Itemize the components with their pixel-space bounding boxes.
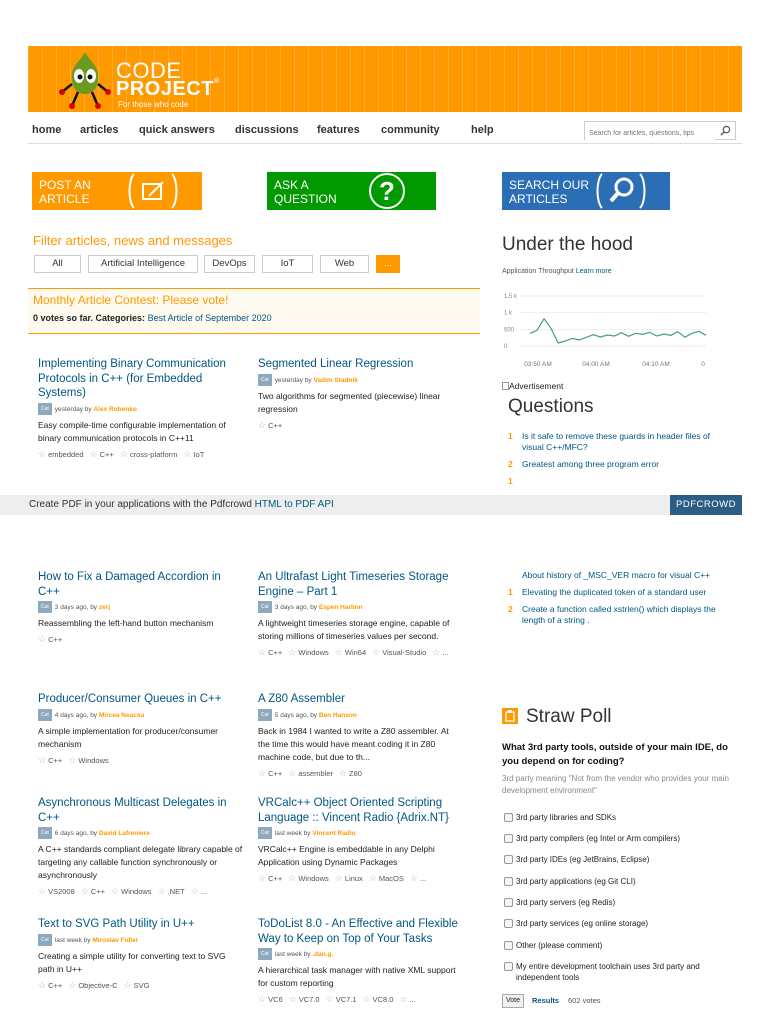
- poll-option-label: Other (please comment): [516, 941, 603, 950]
- nav-quick-answers[interactable]: quick answers: [139, 124, 215, 136]
- main-nav: [28, 118, 742, 144]
- article-card: [258, 796, 463, 885]
- filter-chip-iot[interactable]: IoT: [262, 255, 313, 273]
- poll-checkbox[interactable]: [504, 898, 513, 907]
- poll-checkbox[interactable]: [504, 834, 513, 843]
- article-tag[interactable]: ☆ .NET: [158, 887, 185, 896]
- filter-chip-more[interactable]: ...: [376, 255, 400, 273]
- chart-y-tick: 1 k: [504, 310, 513, 317]
- nav-community[interactable]: community: [381, 124, 440, 136]
- article-tags: [38, 755, 243, 767]
- poll-option-label: 3rd party IDEs (eg JetBrains, Eclipse): [516, 855, 650, 864]
- poll-option-label: 3rd party servers (eg Redis): [516, 898, 616, 907]
- vote-count: 602 votes: [568, 996, 601, 1005]
- poll-checkbox[interactable]: [504, 919, 513, 928]
- article-title[interactable]: Text to SVG Path Utility in U++: [38, 918, 195, 930]
- poll-option[interactable]: [504, 918, 734, 929]
- filter-chip-devops[interactable]: DevOps: [204, 255, 255, 273]
- ask-question-button[interactable]: [267, 172, 436, 210]
- article-description: Creating a simple utility for converting text to SVG path in U++: [38, 950, 226, 974]
- question-title[interactable]: Create a function called xstrlen() which displays the length of a string .: [522, 604, 716, 625]
- questions-list-top: [508, 431, 718, 486]
- chart-y-tick: 500: [504, 327, 515, 334]
- ask-question-label: ASK A QUESTION: [274, 178, 337, 206]
- article-badge: Cat: [258, 709, 272, 721]
- article-tag[interactable]: ☆ ...: [432, 648, 448, 657]
- article-tag[interactable]: ☆ C++: [90, 450, 114, 459]
- results-link[interactable]: Results: [532, 996, 560, 1005]
- article-tag[interactable]: ☆ C++: [38, 756, 62, 765]
- question-answer-count: 1: [508, 587, 513, 597]
- post-article-button[interactable]: [32, 172, 202, 210]
- poll-option-label: 3rd party services (eg online storage): [516, 919, 649, 928]
- nav-help[interactable]: help: [471, 124, 494, 136]
- html-to-pdf-link[interactable]: HTML to PDF API: [254, 499, 334, 510]
- article-tag[interactable]: ☆ Windows: [68, 756, 109, 765]
- article-tag[interactable]: ☆ C++: [258, 421, 282, 430]
- article-title[interactable]: Implementing Binary Communication Protocols in C++ (for Embedded Systems): [38, 358, 226, 399]
- article-author[interactable]: Vincent Radio: [312, 830, 356, 837]
- article-tags: [258, 647, 463, 659]
- article-tags: [38, 634, 243, 646]
- filter-chip-ai[interactable]: Artificial Intelligence: [88, 255, 198, 273]
- logo-project-text: PROJECT®: [116, 78, 220, 100]
- learn-more-link[interactable]: Learn more: [575, 268, 612, 275]
- poll-checkbox[interactable]: [504, 941, 513, 950]
- article-description: A hierarchical task manager with native XML support for custom reporting: [258, 965, 456, 988]
- article-card: [258, 692, 463, 780]
- article-tags: [258, 768, 463, 780]
- article-author[interactable]: Espen Harlinn: [318, 604, 363, 611]
- article-title[interactable]: Asynchronous Multicast Delegates in C++: [38, 797, 227, 824]
- article-tag[interactable]: ☆ ...: [399, 995, 415, 1004]
- question-title[interactable]: Elevating the duplicated token of a standard user: [522, 587, 707, 597]
- article-author[interactable]: Miroslav Fidler: [92, 936, 139, 944]
- article-tag[interactable]: ☆ Windows: [111, 887, 152, 896]
- nav-discussions[interactable]: discussions: [235, 124, 299, 136]
- article-badge: Cat: [38, 403, 52, 415]
- poll-checkbox[interactable]: [504, 877, 513, 886]
- article-tags: [258, 873, 463, 885]
- article-description: A C++ standards compliant delegate library capable of targeting any callable function synchronously or asynchronously: [38, 844, 243, 880]
- poll-icon: [502, 708, 518, 724]
- article-author[interactable]: David Lafreniere: [98, 830, 150, 837]
- search-articles-label: SEARCH OUR ARTICLES: [509, 178, 590, 206]
- chart-x-tick: 0: [701, 361, 705, 368]
- article-description: VRCalc++ Engine is embeddable in any Delphi Application using Dynamic Packages: [258, 844, 435, 867]
- question-title[interactable]: Is it safe to remove these guards in header files of visual C++/MFC?: [522, 431, 711, 452]
- article-tag[interactable]: ☆ Windows: [288, 648, 329, 657]
- poll-checkbox[interactable]: [504, 855, 513, 864]
- article-card: [38, 692, 243, 767]
- chart-x-tick: 04:10 AM: [642, 361, 670, 368]
- article-tags: [258, 994, 463, 1006]
- chart-x-tick: 03:50 AM: [524, 361, 552, 368]
- article-tag[interactable]: ☆ C++: [258, 769, 282, 778]
- logo-code-text: CODE: [116, 58, 182, 83]
- search-input[interactable]: [585, 125, 715, 142]
- article-card: [258, 917, 463, 1006]
- questions-title: Questions: [508, 396, 594, 417]
- poll-option[interactable]: [504, 897, 734, 908]
- article-meta: Cat yesterday by Alex Robenko: [38, 403, 243, 415]
- poll-checkbox[interactable]: [504, 813, 513, 822]
- logo-tagline: For those who code: [118, 100, 189, 109]
- article-card: [258, 570, 463, 659]
- article-meta: Cat last week by Vincent Radio: [258, 827, 463, 839]
- article-tag[interactable]: ☆ Win64: [335, 648, 366, 657]
- article-tag[interactable]: ☆ ...: [191, 887, 207, 896]
- article-badge: Cat: [38, 709, 52, 721]
- article-meta: Cat yesterday by Vadim Stadnik: [258, 374, 463, 386]
- article-description: Reassembling the left-hand button mechanism: [38, 618, 214, 628]
- straw-poll-title: Straw Poll: [526, 706, 612, 727]
- poll-option[interactable]: [504, 854, 734, 865]
- article-title[interactable]: How to Fix a Damaged Accordion in C++: [38, 571, 221, 598]
- article-tag[interactable]: ☆ Windows: [288, 874, 329, 883]
- article-description: A lightweight timeseries storage engine, capable of storing millions of timeseries values per second.: [258, 618, 450, 641]
- article-title[interactable]: An Ultrafast Light Timeseries Storage Engine – Part 1: [258, 571, 449, 598]
- article-author[interactable]: .dan.g.: [312, 951, 334, 958]
- question-answer-count: 1: [508, 431, 513, 441]
- article-badge: Cat: [258, 374, 272, 386]
- article-tag[interactable]: ☆ Objective-C: [68, 981, 117, 990]
- poll-option-label: 3rd party applications (eg Git CLI): [516, 877, 636, 886]
- article-tag[interactable]: ☆ VC8.0: [363, 995, 394, 1004]
- article-tag[interactable]: ☆ C++: [81, 887, 105, 896]
- poll-option-label: 3rd party compilers (eg Intel or Arm compilers): [516, 834, 681, 843]
- article-tags: [38, 886, 243, 898]
- question-item[interactable]: [508, 604, 718, 626]
- article-tag[interactable]: ☆ VC6: [258, 995, 283, 1004]
- article-author[interactable]: zerj: [98, 604, 111, 611]
- poll-option[interactable]: [504, 812, 734, 823]
- pdfcrowd-button[interactable]: PDFCROWD: [670, 495, 742, 515]
- article-meta: Cat 6 days ago, by David Lafreniere: [38, 827, 243, 839]
- article-meta: Cat last week by .dan.g.: [258, 948, 463, 960]
- article-card: [258, 357, 463, 432]
- article-meta: Cat 4 days ago, by Mircea Neacsu: [38, 709, 243, 721]
- article-tag[interactable]: ☆ C++: [38, 981, 62, 990]
- article-title[interactable]: VRCalc++ Object Oriented Scripting Language :: Vincent Radio {Adrix.NT}: [258, 797, 449, 824]
- article-tag[interactable]: ☆ cross-platform: [120, 450, 178, 459]
- poll-option[interactable]: [504, 961, 734, 983]
- chart-y-tick: 0: [504, 344, 508, 350]
- nav-home[interactable]: home: [32, 124, 62, 136]
- article-author[interactable]: Alex Robenko: [93, 405, 137, 413]
- article-tag[interactable]: ☆ embedded: [38, 450, 84, 459]
- article-author[interactable]: Vadim Stadnik: [313, 376, 358, 384]
- search-box: [584, 121, 736, 140]
- article-tag[interactable]: ☆ VC7.0: [289, 995, 320, 1004]
- question-title[interactable]: Greatest among three program error: [522, 459, 660, 469]
- pdf-text: Create PDF in your applications with the Pdfcrowd HTML to PDF API: [29, 499, 334, 510]
- article-card: [38, 357, 243, 461]
- article-tag[interactable]: ☆ assembler: [288, 769, 333, 778]
- article-meta: Cat last week by Miroslav Fidler: [38, 934, 243, 946]
- article-badge: Cat: [258, 948, 272, 960]
- broken-image-icon: [502, 382, 509, 390]
- article-title[interactable]: Producer/Consumer Queues in C++: [38, 693, 222, 705]
- bob-mascot-icon: [58, 48, 112, 112]
- article-tag[interactable]: ☆ VC7.1: [326, 995, 357, 1004]
- article-tag[interactable]: ☆ C++: [258, 648, 282, 657]
- vote-button[interactable]: Vote: [502, 994, 524, 1008]
- contest-category-link[interactable]: Best Article of September 2020: [147, 313, 272, 323]
- article-title[interactable]: ToDoList 8.0 - An Effective and Flexible Way to Keep on Top of Your Tasks: [258, 918, 458, 945]
- magnifier-icon: [586, 172, 656, 210]
- article-tags: [258, 420, 463, 432]
- poll-note: 3rd party meaning "Not from the vendor who provides your main development environment": [502, 774, 729, 795]
- article-tags: [38, 980, 243, 992]
- article-badge: Cat: [38, 601, 52, 613]
- article-tag[interactable]: ☆ SVG: [124, 981, 150, 990]
- article-meta: Cat 5 days ago, by Ben Hanson: [258, 709, 463, 721]
- poll-option[interactable]: [504, 940, 734, 951]
- contest-title[interactable]: Monthly Article Contest: Please vote!: [33, 293, 229, 307]
- questions-list-bottom: [508, 570, 718, 632]
- svg-text:?: ?: [379, 176, 395, 206]
- filter-chip-all[interactable]: All: [34, 255, 81, 273]
- header-banner: [28, 46, 742, 112]
- contest-panel: [28, 288, 480, 334]
- chart-series-line: [530, 319, 706, 343]
- article-description: A simple implementation for producer/consumer mechanism: [38, 725, 218, 749]
- search-articles-button[interactable]: [502, 172, 670, 210]
- poll-option[interactable]: [504, 876, 734, 887]
- article-tag[interactable]: ☆ Z80: [339, 769, 362, 778]
- nav-articles[interactable]: articles: [80, 124, 119, 136]
- question-item[interactable]: [508, 587, 718, 598]
- question-answer-count: 2: [508, 459, 513, 469]
- article-badge: Cat: [258, 827, 272, 839]
- article-tag[interactable]: ☆ C++: [258, 874, 282, 883]
- poll-option-label: My entire development toolchain uses 3rd party and independent tools: [516, 962, 700, 982]
- article-author[interactable]: Ben Hanson: [318, 711, 357, 719]
- article-author[interactable]: Mircea Neacsu: [98, 711, 145, 719]
- filter-chip-web[interactable]: Web: [320, 255, 369, 273]
- article-tag[interactable]: ☆ C++: [38, 635, 62, 644]
- question-answer-count: 2: [508, 604, 513, 614]
- article-card: [38, 917, 243, 992]
- question-item[interactable]: [508, 570, 718, 581]
- article-meta: Cat 3 days ago, by Espen Harlinn: [258, 601, 463, 613]
- poll-option[interactable]: [504, 833, 734, 844]
- logo[interactable]: [58, 48, 228, 112]
- advertisement-image[interactable]: Advertisement: [502, 381, 563, 391]
- article-badge: Cat: [38, 934, 52, 946]
- filter-title: Filter articles, news and messages: [33, 233, 233, 248]
- article-tag[interactable]: ☆ VS2008: [38, 887, 75, 896]
- throughput-chart: [500, 288, 710, 372]
- post-article-label: POST AN ARTICLE: [39, 178, 91, 206]
- under-the-hood-title: Under the hood: [502, 234, 633, 255]
- article-tag[interactable]: ☆ MacOS: [369, 874, 404, 883]
- article-title[interactable]: A Z80 Assembler: [258, 693, 345, 705]
- chart-x-tick: 04:00 AM: [582, 361, 610, 368]
- chart-y-tick: 1.5 k: [504, 294, 518, 300]
- question-title[interactable]: About history of _MSC_VER macro for visual C++: [522, 570, 711, 580]
- article-tag[interactable]: ☆ ...: [410, 874, 426, 883]
- nav-features[interactable]: features: [317, 124, 360, 136]
- article-title[interactable]: Segmented Linear Regression: [258, 358, 414, 370]
- edit-icon: [118, 172, 188, 210]
- pdfcrowd-bar: [0, 495, 742, 515]
- article-card: [38, 796, 243, 898]
- article-tag[interactable]: ☆ Visual-Studio: [372, 648, 426, 657]
- article-card: [38, 570, 243, 646]
- article-tag[interactable]: ☆ IoT: [183, 450, 204, 459]
- poll-question: What 3rd party tools, outside of your main IDE, do you depend on for coding?: [502, 742, 728, 767]
- search-icon[interactable]: [720, 125, 731, 136]
- article-tag[interactable]: ☆ Linux: [335, 874, 363, 883]
- article-badge: Cat: [38, 827, 52, 839]
- contest-line: 0 votes so far. Categories: Best Article of September 2020: [33, 313, 272, 323]
- article-tags: [38, 449, 243, 461]
- question-item[interactable]: [508, 459, 718, 470]
- hood-subtitle: Application Throughput Learn more: [502, 268, 612, 275]
- article-description: Back in 1984 I wanted to write a Z80 assembler. At the time this would have meant coding it in Z80 machine code, but due to th...: [258, 725, 449, 762]
- question-mark-icon: [352, 172, 422, 210]
- poll-option-label: 3rd party libraries and SDKs: [516, 813, 617, 822]
- article-badge: Cat: [258, 601, 272, 613]
- article-description: Two algorithms for segmented (piecewise) linear regression: [258, 390, 441, 414]
- article-description: Easy compile-time configurable implementation of binary communication protocols in C++11: [38, 419, 226, 443]
- article-meta: Cat 3 days ago, by zerj: [38, 601, 243, 613]
- question-answer-count: 1: [508, 476, 513, 486]
- poll-checkbox[interactable]: [504, 962, 513, 971]
- question-item[interactable]: [508, 431, 718, 453]
